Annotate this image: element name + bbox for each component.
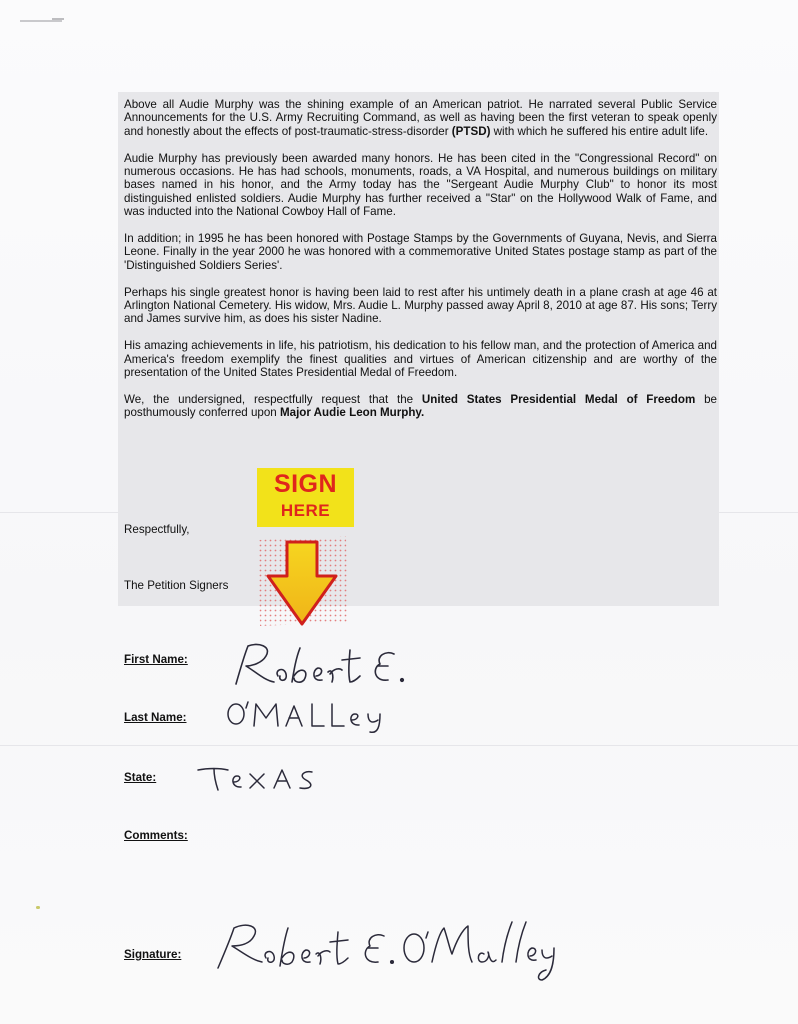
- signature-handwriting: [212, 914, 582, 984]
- paragraph-text: Perhaps his single greatest honor is having been laid to rest after his untimely death in a plane crash at age 46 at Arlington National Cemetery. His widow, Mrs. Audie L. Murphy passed away April 8, 2010 at age 87. His sons; Terry and James survive him, as does his sister Nadine.: [124, 285, 717, 326]
- letter-paragraph: [124, 339, 717, 379]
- closing-signers: The Petition Signers: [124, 579, 229, 592]
- bold-text: United States Presidential Medal of Freedom: [421, 392, 696, 406]
- last-name-handwriting: [222, 694, 422, 736]
- paragraph-text: be posthumously conferred upon: [124, 392, 717, 420]
- last-name-label: Last Name:: [124, 711, 187, 724]
- letter-paragraph: [124, 393, 717, 420]
- paragraph-text: Above all Audie Murphy was the shining example of an American patriot. He narrated several Public Service Announcements for the U.S. Army Recruiting Command, as well as having been the first veteran to speak openly and honestly about the effects of post-traumatic-stress-disorder: [124, 98, 717, 138]
- letter-paragraph: [124, 98, 717, 138]
- letter-paragraph: [124, 286, 717, 326]
- state-label: State:: [124, 771, 157, 784]
- paragraph-text: His amazing achievements in life, his patriotism, his dedication to his fellow man, and the protection of America and America's freedom exemplify the finest qualities and virtues of American citizenship and are worthy of the presentation of the United States Presidential Medal of Freedom.: [124, 339, 717, 380]
- sign-here-line1: SIGN: [273, 470, 338, 498]
- paragraph-text: In addition; in 1995 he has been honored with Postage Stamps by the Governments of Guyana, Nevis, and Sierra Leone. Finally in the year 2000 he was honored with a commemorative United States postage stamp as part of the 'Distinguished Soldiers Series'.: [124, 232, 717, 272]
- comments-label: Comments:: [124, 829, 188, 842]
- bold-text: (PTSD): [451, 124, 491, 138]
- scan-mark: [20, 20, 62, 22]
- first-name-handwriting: [222, 636, 422, 696]
- bold-text: Major Audie Leon Murphy.: [279, 406, 425, 420]
- fold-line: [0, 745, 798, 746]
- scan-mark: [52, 18, 64, 20]
- sign-here-line2: HERE: [280, 501, 331, 520]
- paragraph-text: Audie Murphy has previously been awarded many honors. He has been cited in the "Congressional Record" on numerous occasions. He has had schools, monuments, roads, a VA Hospital, and numerous buildings on military bases named in his honor, and the Army today has the "Sergeant Audie Murphy Club" to honor its most distinguished enlisted soldiers. Audie Murphy has further received a "Star" on the Hollywood Walk of Fame, and was inducted into the National Cowboy Hall of Fame.: [124, 151, 717, 219]
- down-arrow-icon: [254, 534, 350, 630]
- letter-paragraph: [124, 152, 717, 219]
- first-name-label: First Name:: [124, 653, 188, 666]
- sign-here-badge: [257, 468, 354, 527]
- closing-respectfully: Respectfully,: [124, 523, 190, 536]
- signature-label: Signature:: [124, 948, 182, 961]
- letter-paragraph: [124, 232, 717, 272]
- paragraph-text: with which he suffered his entire adult life.: [490, 124, 709, 138]
- paragraph-text: We, the undersigned, respectfully request that the: [124, 392, 422, 406]
- paper-speck: [36, 906, 40, 909]
- petition-letter-body: [124, 98, 717, 433]
- state-handwriting: [194, 760, 344, 796]
